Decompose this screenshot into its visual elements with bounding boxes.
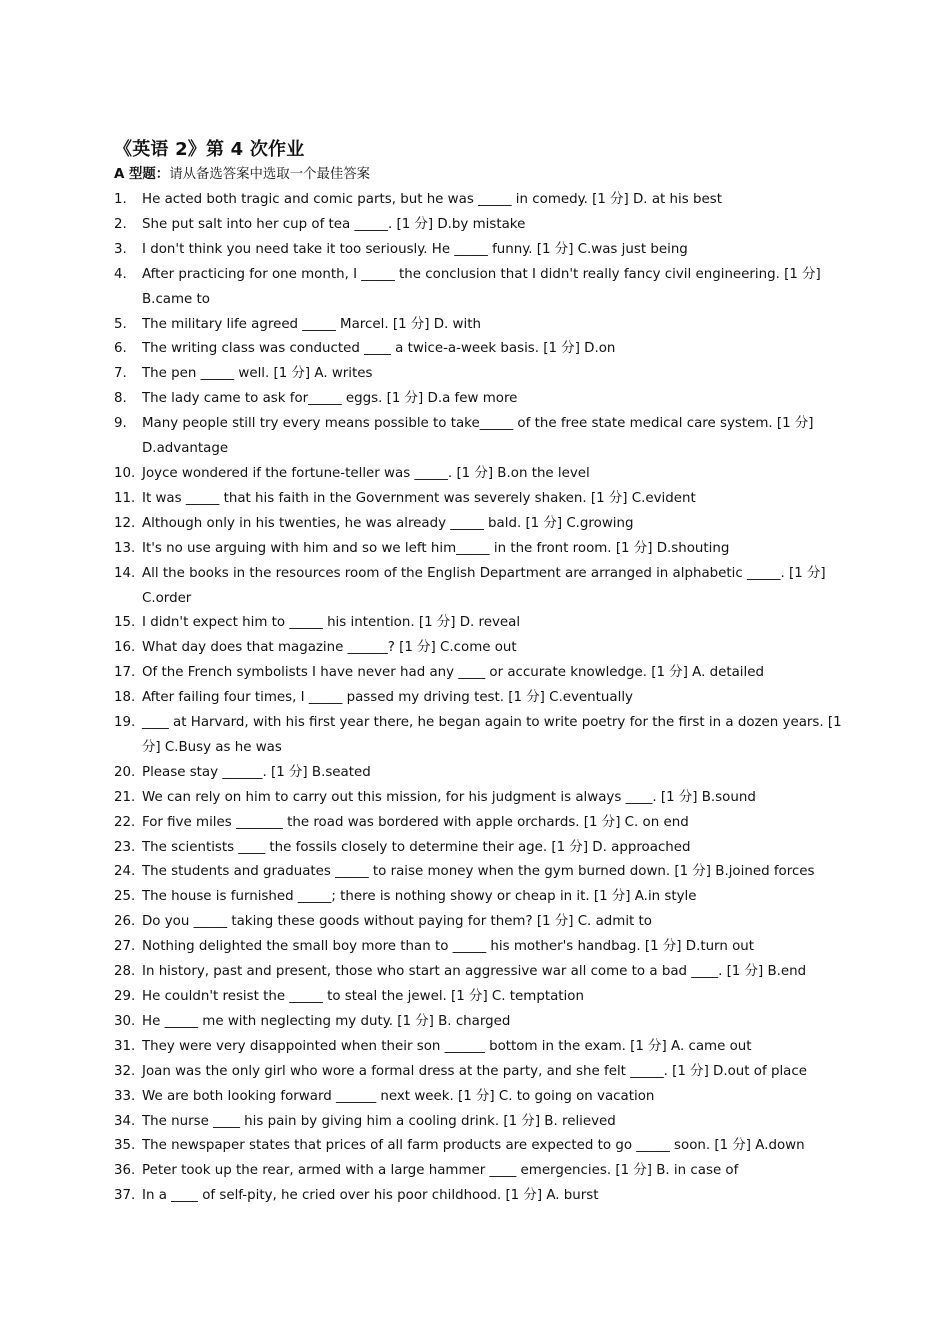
question-text: The students and graduates _____ to raise money when the gym burned down. [1 分] B.joined forces bbox=[142, 864, 815, 880]
section-instruction: 请从备选答案中选取一个最佳答案 bbox=[169, 167, 371, 182]
question-number: 24. bbox=[114, 864, 136, 880]
question-item bbox=[114, 860, 844, 885]
question-number: 10. bbox=[114, 465, 136, 481]
question-item bbox=[114, 337, 844, 362]
section-heading bbox=[114, 165, 370, 185]
question-number: 20. bbox=[114, 764, 136, 780]
question-text: The scientists ____ the fossils closely to determine their age. [1 分] D. approached bbox=[142, 839, 691, 855]
question-number: 17. bbox=[114, 665, 136, 681]
question-number: 5. bbox=[114, 316, 127, 332]
question-text: What day does that magazine ______? [1 分] C.come out bbox=[142, 640, 517, 656]
question-item bbox=[114, 562, 844, 612]
question-text: I didn't expect him to _____ his intention. [1 分] D. reveal bbox=[142, 615, 521, 631]
question-number: 28. bbox=[114, 964, 136, 980]
question-item bbox=[114, 836, 844, 861]
question-item bbox=[114, 885, 844, 910]
question-item bbox=[114, 1134, 844, 1159]
section-label: A 型题： bbox=[114, 167, 170, 182]
question-number: 35. bbox=[114, 1138, 136, 1154]
question-text: He acted both tragic and comic parts, but he was _____ in comedy. [1 分] D. at his best bbox=[142, 192, 722, 207]
question-text: The lady came to ask for_____ eggs. [1 分] D.a few more bbox=[142, 391, 518, 407]
question-text: She put salt into her cup of tea _____. [1 分] D.by mistake bbox=[142, 216, 526, 232]
question-text: He couldn't resist the _____ to steal the jewel. [1 分] C. temptation bbox=[142, 989, 584, 1004]
question-number: 32. bbox=[114, 1063, 136, 1079]
question-item bbox=[114, 611, 844, 636]
question-text: The house is furnished _____; there is nothing showy or cheap in it. [1 分] A.in style bbox=[142, 889, 697, 905]
question-text: After failing four times, I _____ passed my driving test. [1 分] C.eventually bbox=[142, 690, 633, 706]
question-number: 30. bbox=[114, 1013, 136, 1029]
question-item bbox=[114, 263, 844, 313]
question-text: Many people still try every means possible to take_____ of the free state medical care system. [1 分] D.advantage bbox=[142, 416, 814, 457]
question-item bbox=[114, 462, 844, 487]
question-item bbox=[114, 487, 844, 512]
question-number: 36. bbox=[114, 1163, 136, 1179]
question-item bbox=[114, 1060, 844, 1085]
question-text: I don't think you need take it too seriously. He _____ funny. [1 分] C.was just being bbox=[142, 241, 688, 257]
question-number: 16. bbox=[114, 640, 136, 656]
question-text: It's no use arguing with him and so we left him_____ in the front room. [1 分] D.shouting bbox=[142, 540, 730, 556]
question-item bbox=[114, 761, 844, 786]
question-item bbox=[114, 960, 844, 985]
question-number: 6. bbox=[114, 341, 127, 357]
question-list bbox=[114, 188, 844, 1209]
question-item bbox=[114, 313, 844, 338]
question-number: 13. bbox=[114, 540, 136, 556]
question-number: 27. bbox=[114, 939, 136, 955]
question-item bbox=[114, 935, 844, 960]
question-text: They were very disappointed when their son ______ bottom in the exam. [1 分] A. came out bbox=[142, 1038, 752, 1054]
question-number: 3. bbox=[114, 241, 127, 257]
question-item bbox=[114, 1010, 844, 1035]
question-item bbox=[114, 213, 844, 238]
question-number: 33. bbox=[114, 1088, 136, 1104]
question-item bbox=[114, 1035, 844, 1060]
question-text: The writing class was conducted ____ a twice-a-week basis. [1 分] D.on bbox=[142, 341, 616, 357]
question-number: 26. bbox=[114, 914, 136, 930]
question-item bbox=[114, 1110, 844, 1135]
question-item bbox=[114, 188, 844, 213]
question-number: 23. bbox=[114, 839, 136, 855]
question-item bbox=[114, 238, 844, 263]
question-item bbox=[114, 387, 844, 412]
question-number: 4. bbox=[114, 266, 127, 282]
question-number: 22. bbox=[114, 814, 136, 830]
question-number: 21. bbox=[114, 789, 136, 805]
question-item bbox=[114, 686, 844, 711]
question-text: The military life agreed _____ Marcel. [1 分] D. with bbox=[142, 316, 481, 332]
question-number: 25. bbox=[114, 889, 136, 905]
question-number: 37. bbox=[114, 1188, 136, 1204]
question-text: The nurse ____ his pain by giving him a cooling drink. [1 分] B. relieved bbox=[142, 1113, 616, 1129]
question-text: All the books in the resources room of the English Department are arranged in alphabetic _____. [1 分] C.order bbox=[142, 565, 826, 606]
question-item bbox=[114, 636, 844, 661]
question-item bbox=[114, 985, 844, 1010]
question-number: 31. bbox=[114, 1038, 136, 1054]
question-number: 2. bbox=[114, 216, 127, 232]
question-item bbox=[114, 910, 844, 935]
question-number: 19. bbox=[114, 715, 136, 731]
question-text: In history, past and present, those who start an aggressive war all come to a bad ____. [1 分] B.end bbox=[142, 964, 807, 980]
question-text: ____ at Harvard, with his first year there, he began again to write poetry for the first in a dozen years. [1 分] C.Busy as he was bbox=[142, 715, 842, 755]
question-text: It was _____ that his faith in the Government was severely shaken. [1 分] C.evident bbox=[142, 490, 696, 506]
question-item bbox=[114, 537, 844, 562]
question-text: Of the French symbolists I have never had any ____ or accurate knowledge. [1 分] A. detailed bbox=[142, 665, 764, 681]
question-item bbox=[114, 711, 844, 761]
question-number: 12. bbox=[114, 515, 136, 531]
question-item bbox=[114, 786, 844, 811]
question-item bbox=[114, 512, 844, 537]
question-text: Nothing delighted the small boy more than to _____ his mother's handbag. [1 分] D.turn out bbox=[142, 939, 754, 955]
question-item bbox=[114, 661, 844, 686]
question-number: 29. bbox=[114, 989, 136, 1004]
question-text: Joyce wondered if the fortune-teller was _____. [1 分] B.on the level bbox=[142, 465, 590, 481]
page-title: 《英语 2》第 4 次作业 bbox=[114, 139, 305, 160]
question-text: Although only in his twenties, he was already _____ bald. [1 分] C.growing bbox=[142, 515, 634, 531]
question-text: The pen _____ well. [1 分] A. writes bbox=[142, 366, 373, 382]
question-number: 11. bbox=[114, 490, 136, 506]
question-number: 34. bbox=[114, 1113, 136, 1129]
question-item bbox=[114, 1159, 844, 1184]
question-item bbox=[114, 1184, 844, 1209]
question-text: Do you _____ taking these goods without paying for them? [1 分] C. admit to bbox=[142, 914, 652, 930]
question-text: For five miles _______ the road was bordered with apple orchards. [1 分] C. on end bbox=[142, 814, 689, 830]
question-text: After practicing for one month, I _____ the conclusion that I didn't really fancy civil engineering. [1 分] B.came to bbox=[142, 266, 821, 307]
question-text: Joan was the only girl who wore a formal dress at the party, and she felt _____. [1 分] D.out of place bbox=[142, 1063, 807, 1079]
question-text: In a ____ of self-pity, he cried over his poor childhood. [1 分] A. burst bbox=[142, 1188, 599, 1204]
question-number: 8. bbox=[114, 391, 127, 407]
question-text: We can rely on him to carry out this mission, for his judgment is always ____. [1 分] B.sound bbox=[142, 789, 756, 805]
question-number: 1. bbox=[114, 192, 127, 207]
question-number: 7. bbox=[114, 366, 127, 382]
question-text: He _____ me with neglecting my duty. [1 分] B. charged bbox=[142, 1013, 511, 1029]
question-text: Please stay ______. [1 分] B.seated bbox=[142, 764, 371, 780]
question-text: Peter took up the rear, armed with a large hammer ____ emergencies. [1 分] B. in case of bbox=[142, 1163, 739, 1179]
question-item bbox=[114, 811, 844, 836]
question-text: We are both looking forward ______ next week. [1 分] C. to going on vacation bbox=[142, 1088, 655, 1104]
question-item bbox=[114, 362, 844, 387]
question-item bbox=[114, 412, 844, 462]
question-item bbox=[114, 1085, 844, 1110]
question-text: The newspaper states that prices of all farm products are expected to go _____ soon. [1 分] A.down bbox=[142, 1138, 805, 1154]
question-number: 14. bbox=[114, 565, 136, 581]
question-number: 18. bbox=[114, 690, 136, 706]
question-number: 9. bbox=[114, 416, 127, 432]
question-number: 15. bbox=[114, 615, 136, 631]
